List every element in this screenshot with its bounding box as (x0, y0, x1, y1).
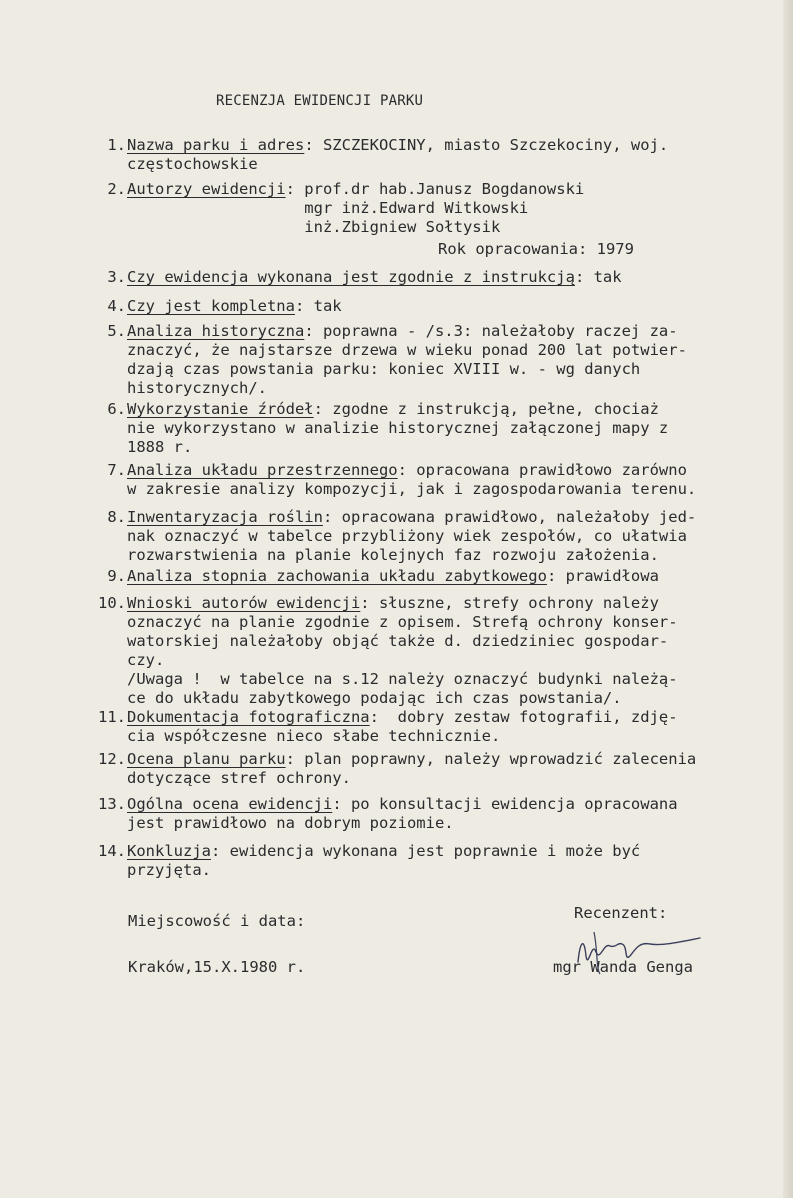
item-continuation-line: oznaczyć na planie zgodnie z opisem. Strefą ochrony konser- (127, 613, 678, 631)
item-text (127, 268, 622, 287)
item-continuation-line: częstochowskie (127, 155, 258, 173)
item-number: 10. (98, 594, 126, 612)
place-date-value: Kraków,15.X.1980 r. (128, 958, 306, 976)
item-number: 7. (107, 461, 126, 479)
item-heading: Dokumentacja fotograficzna (127, 708, 370, 726)
item-number: 4. (107, 297, 126, 315)
reviewer-label: Recenzent: (574, 904, 668, 922)
item-heading: Ogólna ocena ewidencji (127, 795, 333, 813)
item-value: : SZCZEKOCINY, miasto Szczekociny, woj. (304, 136, 669, 154)
item-continuation-line: dzają czas powstania parku: koniec XVIII w. - wg danych (127, 360, 641, 378)
item-number: 14. (98, 842, 126, 860)
item-text (127, 594, 678, 708)
document-title: RECENZJA EWIDENCJI PARKU (216, 93, 424, 109)
item-value: : opracowana prawidłowo, należałoby jed- (322, 508, 697, 526)
item-value: : tak (574, 268, 622, 286)
item-number: 1. (107, 136, 126, 154)
page-edge (783, 0, 793, 1198)
item-number: 13. (98, 795, 126, 813)
item-heading: Autorzy ewidencji (127, 180, 286, 198)
item-text (438, 240, 634, 259)
item-heading: Analiza układu przestrzennego (127, 461, 398, 479)
item-continuation-line: znaczyć, że najstarsze drzewa w wieku ponad 200 lat potwier- (127, 341, 687, 359)
item-continuation-line: 1888 r. (127, 438, 193, 456)
item-text (127, 461, 696, 499)
item-text (127, 180, 584, 237)
item-heading: Nazwa parku i adres (127, 136, 305, 154)
item-continuation-line: historycznych/. (127, 379, 267, 397)
item-heading: Analiza historyczna (127, 322, 305, 340)
item-number: 5. (107, 322, 126, 340)
item-continuation-line: nak oznaczyć w tabelce przybliżony wiek zespołów, co ułatwia (127, 527, 687, 545)
reviewer-name: mgr Wanda Genga (553, 958, 693, 976)
item-continuation-line: nie wykorzystano w analizie historycznej załączonej mapy z (127, 419, 669, 437)
item-value: : po konsultacji ewidencja opracowana (332, 795, 678, 813)
item-value: : słuszne, strefy ochrony należy (360, 594, 659, 612)
item-value: : ewidencja wykonana jest poprawnie i może być (211, 842, 641, 860)
item-value: : tak (294, 297, 342, 315)
item-text (127, 136, 668, 174)
item-number: 11. (98, 708, 126, 726)
year-line: Rok opracowania: 1979 (438, 240, 634, 258)
item-value: : prof.dr hab.Janusz Bogdanowski (285, 180, 585, 198)
item-continuation-line: inż.Zbigniew Sołtysik (127, 218, 501, 236)
item-value: : prawidłowa (546, 567, 659, 585)
item-text (127, 297, 342, 316)
item-value: : plan poprawny, należy wprowadzić zalecenia (285, 750, 697, 768)
item-text (127, 322, 687, 398)
item-number: 8. (107, 508, 126, 526)
item-heading: Czy ewidencja wykonana jest zgodnie z instrukcją (127, 268, 575, 286)
item-continuation-line: w zakresie analizy kompozycji, jak i zagospodarowania terenu. (127, 480, 697, 498)
item-number: 2. (107, 180, 126, 198)
item-continuation-line: watorskiej należałoby objąć także d. dziedziniec gospodar- (127, 632, 669, 650)
item-text (127, 750, 696, 788)
item-value: : poprawna - /s.3: należałoby raczej za- (304, 322, 678, 340)
item-continuation-line: ce do układu zabytkowego podając ich czas powstania/. (127, 689, 622, 707)
item-continuation-line: rozwarstwienia na planie kolejnych faz rozwoju założenia. (127, 546, 659, 564)
item-heading: Konkluzja (127, 842, 211, 860)
item-continuation-line: przyjęta. (127, 861, 211, 879)
item-heading: Analiza stopnia zachowania układu zabytkowego (127, 567, 547, 585)
item-text (127, 400, 668, 457)
item-text (127, 842, 640, 880)
item-text (127, 508, 696, 565)
item-continuation-line: czy. (127, 651, 165, 669)
item-continuation-line: jest prawidłowo na dobrym poziomie. (127, 814, 454, 832)
item-continuation-line: cia współczesne nieco słabe technicznie. (127, 727, 501, 745)
item-number: 6. (107, 400, 126, 418)
item-number: 9. (107, 567, 126, 585)
item-heading: Inwentaryzacja roślin (127, 508, 323, 526)
item-continuation-line: mgr inż.Edward Witkowski (127, 199, 529, 217)
item-text (127, 795, 678, 833)
item-value: : dobry zestaw fotografii, zdję- (369, 708, 678, 726)
item-continuation-line: dotyczące stref ochrony. (127, 769, 351, 787)
place-date-label: Miejscowość i data: (128, 912, 306, 930)
item-text (127, 708, 678, 746)
handwritten-signature (570, 922, 710, 982)
item-number: 12. (98, 750, 126, 768)
item-heading: Wykorzystanie źródeł (127, 400, 314, 418)
item-heading: Wnioski autorów ewidencji (127, 594, 361, 612)
item-value: : zgodne z instrukcją, pełne, chociaż (313, 400, 659, 418)
item-heading: Ocena planu parku (127, 750, 286, 768)
item-heading: Czy jest kompletna (127, 297, 295, 315)
item-text (127, 567, 659, 586)
item-continuation-line: /Uwaga ! w tabelce na s.12 należy oznaczyć budynki należą- (127, 670, 678, 688)
item-value: : opracowana prawidłowo zarówno (397, 461, 687, 479)
item-number: 3. (107, 268, 126, 286)
